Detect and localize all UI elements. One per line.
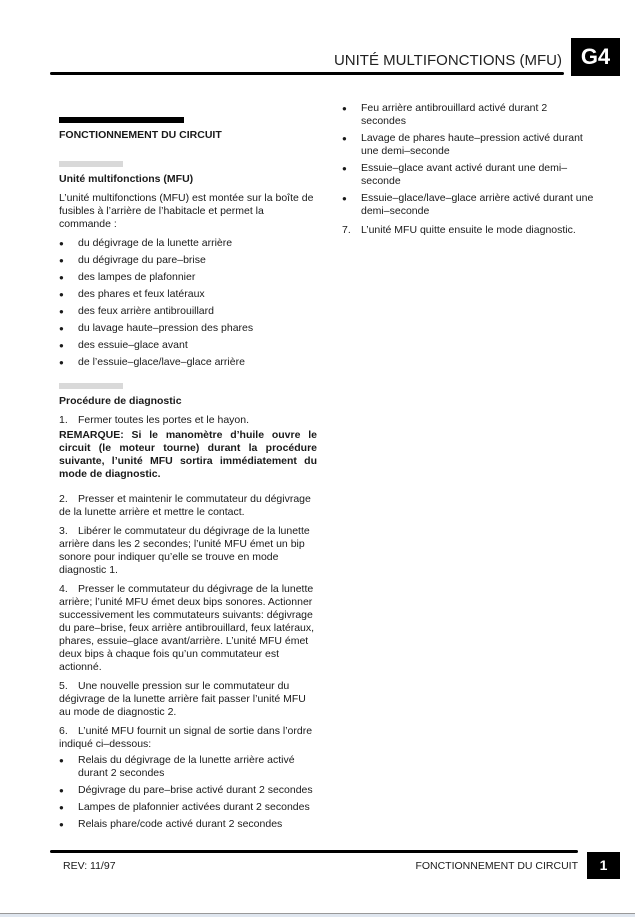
list-item: ● Relais du dégivrage de la lunette arrière activé durant 2 secondes [59,754,317,780]
footer-rule [50,850,578,853]
left-column [59,117,317,841]
list-item: ● Lampes de plafonnier activées durant 2 secondes [59,801,317,814]
step-text: Presser le commutateur du dégivrage de la lunette arrière; l’unité MFU émet deux bips sonores. Actionner successivement les commutateurs suivants: dégivrage du pare–brise, feux arrière antibrouillard, feux latéraux, phares, essuie–glace avant/arrière. L’unité MFU émet deux bips à chaque fois qu’un commutateur est actionné. [59,583,315,673]
step-number: 4. [59,583,68,595]
subsection-marker-bar [59,383,123,389]
step-text: L’unité MFU fournit un signal de sortie dans l’ordre indiqué ci–dessous: [59,725,313,750]
header-title: UNITÉ MULTIFONCTIONS (MFU) [333,52,562,69]
step [59,725,317,751]
header-rule [50,72,564,75]
step [59,525,317,577]
list-item: ● Feu arrière antibrouillard activé durant 2 secondes [342,102,594,128]
step-number: 7. [342,224,351,236]
step-number: 6. [59,725,68,737]
step-text: Une nouvelle pression sur le commutateur du dégivrage de la lunette arrière fait passer l’unité MFU au mode de diagnostic 2. [59,680,306,718]
step [59,414,317,427]
page-number-badge: 1 [587,852,620,879]
subsection-marker-bar [59,161,123,167]
list-item: ● Relais phare/code activé durant 2 secondes [59,818,317,831]
step-text: Fermer toutes les portes et le hayon. [78,414,249,426]
list-item: ● du dégivrage du pare–brise [59,254,317,267]
step-number: 2. [59,493,68,505]
step [59,680,317,719]
list-item: ● du dégivrage de la lunette arrière [59,237,317,250]
output-signal-list [59,754,317,831]
step-text: Presser et maintenir le commutateur du dégivrage de la lunette arrière et mettre le contact. [59,493,311,518]
remark: REMARQUE: Si le manomètre d’huile ouvre le circuit (le moteur tourne) durant la procédure suivante, l’unité MFU sortira immédiatement du mode de diagnostic. [59,429,317,480]
output-signal-list-continued [342,102,594,218]
step-number: 5. [59,680,68,692]
right-column [342,102,594,243]
list-item: ● Essuie–glace avant activé durant une demi–seconde [342,162,594,188]
list-item: ● des feux arrière antibrouillard [59,305,317,318]
list-item: ● des phares et feux latéraux [59,288,317,301]
taskbar-strip [0,913,635,917]
step [342,224,594,237]
section-title: FONCTIONNEMENT DU CIRCUIT [59,129,222,141]
list-item: ● Lavage de phares haute–pression activé durant une demi–seconde [342,132,594,158]
section-badge: G4 [571,38,620,76]
subsection-title-mfu: Unité multifonctions (MFU) [59,173,194,185]
subsection-title-diagnostic: Procédure de diagnostic [59,395,182,407]
list-item: ● Essuie–glace/lave–glace arrière activé durant une demi–seconde [342,192,594,218]
mfu-intro: L’unité multifonctions (MFU) est montée sur la boîte de fusibles à l’arrière de l’habitacle et permet la commande : [59,192,314,230]
section-marker-bar [59,117,184,123]
step-number: 3. [59,525,68,537]
footer-section-title: FONCTIONNEMENT DU CIRCUIT [415,860,578,872]
step-text: Libérer le commutateur du dégivrage de la lunette arrière dans les 2 secondes; l’unité MFU émet un bip sonore pour indiquer qu’elle se trouve en mode diagnostic 1. [59,525,310,576]
step-text: L’unité MFU quitte ensuite le mode diagnostic. [361,224,576,236]
step-number: 1. [59,414,68,426]
mfu-control-list [59,237,317,369]
step [59,583,317,674]
list-item: ● des essuie–glace avant [59,339,317,352]
step [59,493,317,519]
list-item: ● des lampes de plafonnier [59,271,317,284]
footer-revision: REV: 11/97 [63,860,116,872]
list-item: ● de l’essuie–glace/lave–glace arrière [59,356,317,369]
list-item: ● du lavage haute–pression des phares [59,322,317,335]
list-item: ● Dégivrage du pare–brise activé durant 2 secondes [59,784,317,797]
